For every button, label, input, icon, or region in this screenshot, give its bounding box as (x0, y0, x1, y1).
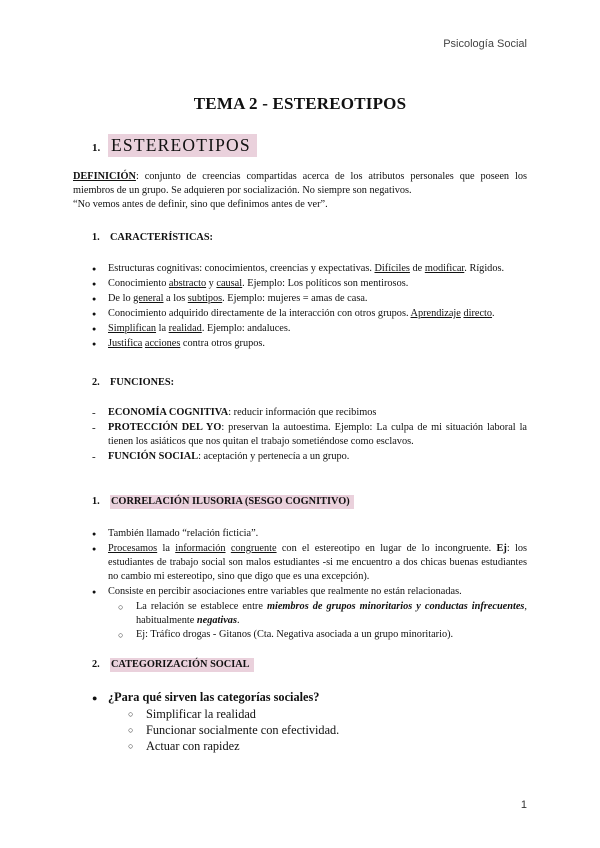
list-item: ● Simplifican la realidad. Ejemplo: andaluces. (92, 322, 527, 336)
section-number: 2. (92, 659, 100, 670)
sub-list-item: ○ Actuar con rapidez (128, 738, 527, 754)
list-item: ● De lo general a los subtipos. Ejemplo: mujeres = amas de casa. (92, 292, 527, 306)
subsection-heading-funciones (92, 377, 174, 388)
subsection-label: CARACTERÍSTICAS: (110, 232, 213, 243)
correlacion-list (92, 527, 527, 643)
sub-list-item: ○ Ej: Tráfico drogas - Gitanos (Cta. Negativa asociada a un grupo minoritario). (118, 628, 527, 642)
section-label: CORRELACIÓN ILUSORIA (SESGO COGNITIVO) (110, 495, 354, 509)
section-heading-correlacion (92, 496, 354, 507)
definition-text: : conjunto de creencias compartidas acerca de los atributos personales que poseen los miembros de un grupo. Se adquieren por socialización. No siempre son negativos. (73, 171, 527, 196)
subsection-number: 2. (92, 377, 100, 388)
list-item: - ECONOMÍA COGNITIVA: reducir información que recibimos (92, 406, 527, 420)
funciones-list (92, 406, 527, 465)
page-header: Psicología Social (443, 38, 527, 50)
sub-list-item: ○ Simplificar la realidad (128, 706, 527, 722)
list-item: - PROTECCIÓN DEL YO: preservan la autoestima. Ejemplo: La culpa de mi situación laboral la tienen los asiáticos que nos quitan el trabajo sometiéndose como esclavos. (92, 421, 527, 449)
sub-list-item: ○ Funcionar socialmente con efectividad. (128, 722, 527, 738)
list-item: ● Procesamos la información congruente con el estereotipo en lugar de lo incongruente. Ej: los estudiantes de trabajo social son malos estudiantes -si me encuentro a dos chicas buenas estudiantes no cambio mi estereotipo, sino que digo que es una excepción). (92, 542, 527, 584)
subsection-number: 1. (92, 232, 100, 243)
subsection-heading-caracteristicas (92, 232, 213, 243)
categorizacion-list (92, 689, 527, 755)
list-item: ● Consiste en percibir asociaciones entre variables que realmente no están relacionadas. ○ La relación se establece entre miembros de grupos minoritarios y conductas infrecuentes, habitualmente negativas. ○ Ej: Tráfico drogas - Gitanos (Cta. Negativa asociada a un grupo minoritario). (92, 585, 527, 642)
section-number: 1. (92, 496, 100, 507)
subsection-label: FUNCIONES: (110, 377, 175, 388)
section-heading-categorizacion (92, 659, 254, 670)
definition-term: DEFINICIÓN (73, 171, 136, 182)
page-number: 1 (520, 799, 527, 811)
list-item: ● Estructuras cognitivas: conocimientos, creencias y expectativas. Difíciles de modificar. Rígidos. (92, 262, 527, 276)
section-heading-estereotipos (92, 135, 257, 156)
page-title: TEMA 2 - ESTEREOTIPOS (193, 94, 407, 113)
list-item: ● También llamado “relación ficticia”. (92, 527, 527, 541)
sub-list-item: ○ La relación se establece entre miembros de grupos minoritarios y conductas infrecuentes, habitualmente negativas. (118, 600, 527, 628)
list-item: ● Conocimiento adquirido directamente de la interacción con otros grupos. Aprendizaje directo. (92, 307, 527, 321)
definition-quote: “No vemos antes de definir, sino que definimos antes de ver”. (73, 199, 328, 210)
definition-paragraph (73, 170, 527, 212)
list-item: ● Conocimiento abstracto y causal. Ejemplo: Los políticos son mentirosos. (92, 277, 527, 291)
section-number: 1. (92, 142, 101, 154)
caracteristicas-list (92, 262, 527, 352)
list-item: ● Justifica acciones contra otros grupos. (92, 337, 527, 351)
section-label: CATEGORIZACIÓN SOCIAL (110, 658, 254, 672)
section-label: ESTEREOTIPOS (108, 134, 257, 157)
list-item: - FUNCIÓN SOCIAL: aceptación y pertenecía a un grupo. (92, 450, 527, 464)
list-item: ● ¿Para qué sirven las categorías sociales? ○ Simplificar la realidad ○ Funcionar socialmente con efectividad. ○ Actuar con rapidez (92, 689, 527, 754)
